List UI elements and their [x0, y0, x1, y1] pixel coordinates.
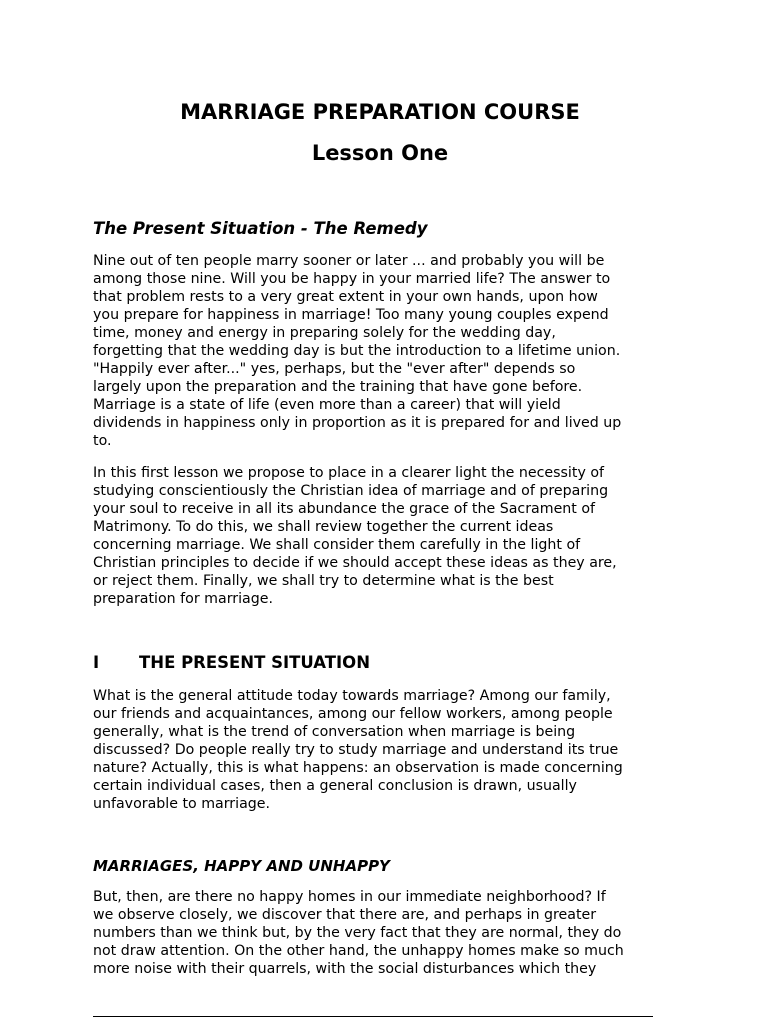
text-line: "Happily ever after..." yes, perhaps, but the "ever after" depends so: [93, 361, 576, 377]
text-line: not draw attention. On the other hand, the unhappy homes make so much: [93, 943, 624, 959]
section-number: I: [93, 653, 100, 672]
text-line: But, then, are there no happy homes in our immediate neighborhood? If: [93, 889, 606, 905]
document-title: MARRIAGE PREPARATION COURSE: [180, 100, 580, 124]
text-line: or reject them. Finally, we shall try to determine what is the best: [93, 573, 554, 589]
text-line: generally, what is the trend of conversation when marriage is being: [93, 724, 576, 740]
paragraph-happy-homes: [93, 888, 683, 978]
footnote-divider: [93, 1016, 653, 1017]
text-line: our friends and acquaintances, among our fellow workers, among people: [93, 706, 613, 722]
subsection-heading: MARRIAGES, HAPPY AND UNHAPPY: [93, 857, 390, 875]
section-1-heading: [93, 653, 370, 673]
text-line: What is the general attitude today towards marriage? Among our family,: [93, 688, 611, 704]
text-line: preparation for marriage.: [93, 591, 273, 607]
section-intro-heading: The Present Situation - The Remedy: [93, 219, 428, 238]
paragraph-general-attitude: [93, 687, 683, 813]
text-line: Nine out of ten people marry sooner or later ... and probably you will be: [93, 253, 605, 269]
text-line: time, money and energy in preparing solely for the wedding day,: [93, 325, 556, 341]
text-line: Christian principles to decide if we should accept these ideas as they are,: [93, 555, 617, 571]
text-line: we observe closely, we discover that there are, and perhaps in greater: [93, 907, 597, 923]
text-line: forgetting that the wedding day is but the introduction to a lifetime union.: [93, 343, 621, 359]
text-line: nature? Actually, this is what happens: an observation is made concerning: [93, 760, 623, 776]
text-line: among those nine. Will you be happy in your married life? The answer to: [93, 271, 611, 287]
text-line: Marriage is a state of life (even more than a career) that will yield: [93, 397, 561, 413]
lesson-subtitle: Lesson One: [311, 141, 449, 165]
text-line: that problem rests to a very great extent in your own hands, upon how: [93, 289, 598, 305]
text-line: concerning marriage. We shall consider them carefully in the light of: [93, 537, 581, 553]
text-line: your soul to receive in all its abundance the grace of the Sacrament of: [93, 501, 596, 517]
text-line: Matrimony. To do this, we shall review together the current ideas: [93, 519, 554, 535]
text-line: studying conscientiously the Christian idea of marriage and of preparing: [93, 483, 609, 499]
paragraph-lesson-purpose: [93, 464, 683, 608]
section-title: THE PRESENT SITUATION: [139, 653, 370, 672]
text-line: largely upon the preparation and the training that have gone before.: [93, 379, 583, 395]
text-line: discussed? Do people really try to study marriage and understand its true: [93, 742, 619, 758]
text-line: to.: [93, 433, 112, 449]
paragraph-intro: [93, 252, 683, 450]
text-line: In this first lesson we propose to place in a clearer light the necessity of: [93, 465, 605, 481]
text-line: unfavorable to marriage.: [93, 796, 271, 812]
text-line: numbers than we think but, by the very fact that they are normal, they do: [93, 925, 622, 941]
text-line: you prepare for happiness in marriage! Too many young couples expend: [93, 307, 609, 323]
text-line: dividends in happiness only in proportion as it is prepared for and lived up: [93, 415, 622, 431]
text-line: more noise with their quarrels, with the social disturbances which they: [93, 961, 597, 977]
text-line: certain individual cases, then a general conclusion is drawn, usually: [93, 778, 577, 794]
